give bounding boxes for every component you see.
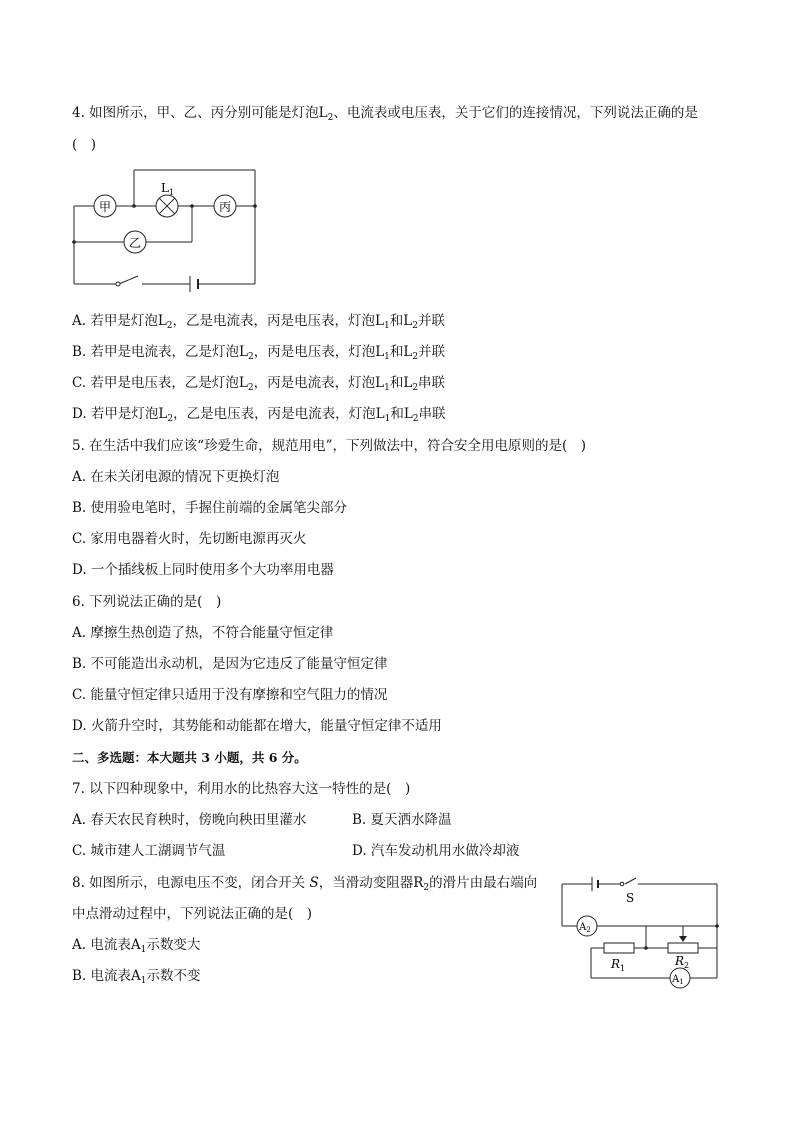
q5-stem: 5. 在生活中我们应该“珍爱生命，规范用电”，下列做法中，符合安全用电原则的是( ) <box>72 438 587 454</box>
q7-option-a: A. 春天农民育秧时，傍晚向秧田里灌水 <box>72 812 307 828</box>
svg-text:甲: 甲 <box>98 200 112 214</box>
ammeter-a2 <box>577 916 597 936</box>
section-title: 二、多选题：本大题共 3 小题，共 6 分。 <box>72 750 307 765</box>
resistor-r1-label: $R_1$ <box>611 957 626 973</box>
q5-option-d: D. 一个插线板上同时使用多个大功率用电器 <box>72 562 334 578</box>
switch-contact-icon <box>620 882 624 886</box>
resistor-r1 <box>604 943 634 953</box>
meter-yi <box>124 231 146 253</box>
rheostat-r2 <box>668 943 698 953</box>
q4-paren: ( ) <box>72 137 97 153</box>
q6-option-b: B. 不可能造出永动机，是因为它违反了能量守恒定律 <box>72 656 388 672</box>
q4-option-b: B. 若甲是电流表，乙是灯泡$L_2$，丙是电压表，灯泡$L_1$和$L_2$并联 <box>72 344 446 362</box>
q7-option-c: C. 城市建人工湖调节气温 <box>72 843 226 859</box>
lamp-l1-label: $L_1$ <box>161 181 175 197</box>
slider-arrow-icon <box>679 936 687 942</box>
q4-circuit-diagram <box>68 168 268 298</box>
meter-jia <box>94 195 116 217</box>
svg-text:A2: $A_2$ <box>579 922 591 934</box>
q4-option-a: A. 若甲是灯泡$L_2$，乙是电流表，丙是电压表，灯泡$L_1$和$L_2$并联 <box>72 313 445 331</box>
q6-option-c: C. 能量守恒定律只适用于没有摩擦和空气阻力的情况 <box>72 687 388 703</box>
q7-option-b: B. 夏天洒水降温 <box>352 812 452 828</box>
svg-text:A1: $A_1$ <box>672 974 684 986</box>
svg-text:丙: 丙 <box>218 200 232 214</box>
q6-option-a: A. 摩擦生热创造了热，不符合能量守恒定律 <box>72 625 334 641</box>
svg-text:乙: 乙 <box>128 236 142 250</box>
q7-option-d: D. 汽车发动机用水做冷却液 <box>352 843 520 859</box>
q5-option-a: A. 在未关闭电源的情况下更换灯泡 <box>72 469 280 485</box>
q8-circuit-diagram <box>558 874 728 994</box>
q5-option-c: C. 家用电器着火时，先切断电源再灭火 <box>72 531 307 547</box>
switch-contact-icon <box>116 282 120 286</box>
q6-stem: 6. 下列说法正确的是( ) <box>72 594 222 610</box>
q5-option-b: B. 使用验电笔时，手握住前端的金属笔尖部分 <box>72 500 348 516</box>
q4-option-c: C. 若甲是电压表，乙是灯泡$L_2$，丙是电流表，灯泡$L_1$和$L_2$串联 <box>72 375 446 393</box>
q7-stem: 7. 以下四种现象中，利用水的比热容大这一特性的是( ) <box>72 781 411 797</box>
q6-option-d: D. 火箭升空时，其势能和动能都在增大，能量守恒定律不适用 <box>72 718 442 734</box>
lamp-l1-icon <box>156 195 178 217</box>
meter-bing <box>214 195 236 217</box>
switch-label: S <box>626 891 635 905</box>
q8-option-b: B. 电流表$A_1$示数不变 <box>72 968 201 986</box>
ammeter-a1 <box>670 968 690 988</box>
q8-option-a: A. 电流表$A_1$示数变大 <box>72 937 201 955</box>
q8-stem-line2: 中点滑动过程中，下列说法正确的是( ) <box>72 906 313 922</box>
q8-stem-line1: 8. 如图所示，电源电压不变，闭合开关 S，当滑动变阻器$R_2$的滑片由最右端向 <box>72 875 538 893</box>
q4-stem: 4. 如图所示，甲、乙、丙分别可能是灯泡$L_2$、电流表或电压表，关于它们的连接情况，下列说法正确的是 <box>72 105 698 123</box>
q4-option-d: D. 若甲是灯泡$L_2$，乙是电压表，丙是电流表，灯泡$L_1$和$L_2$串联 <box>72 406 446 424</box>
rheostat-r2-label: $R_2$ <box>675 954 690 970</box>
